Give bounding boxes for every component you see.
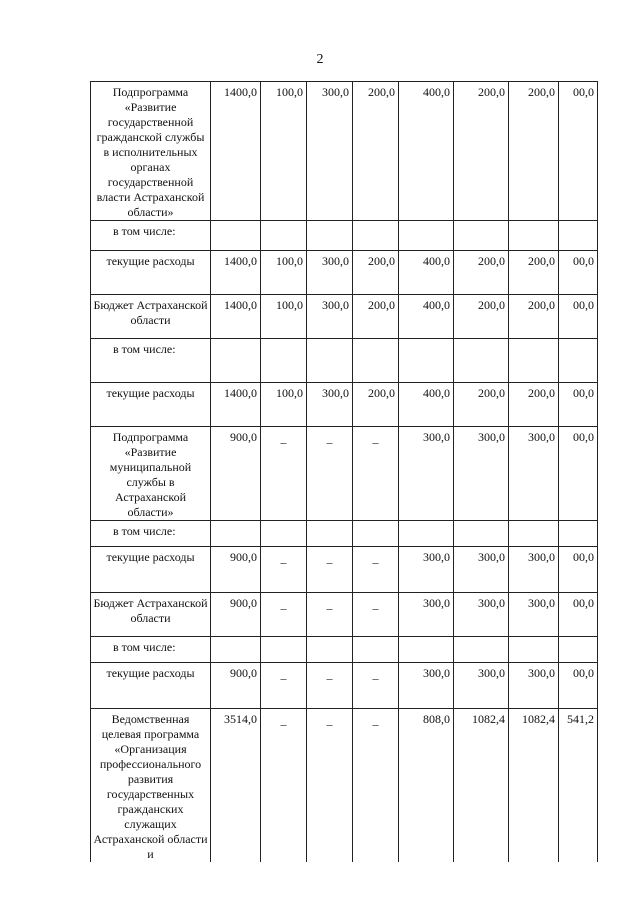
value-cell: 1400,0 [211, 82, 261, 221]
value-cell [454, 637, 509, 663]
value-cell [399, 637, 454, 663]
value-cell: 00,0 [559, 663, 598, 709]
value-cell: 300,0 [509, 427, 559, 521]
value-cell [261, 637, 307, 663]
value-cell: 100,0 [261, 295, 307, 339]
value-cell: – [307, 547, 353, 593]
value-cell: 200,0 [353, 82, 399, 221]
value-cell: 900,0 [211, 593, 261, 637]
value-cell [399, 339, 454, 383]
value-cell: 200,0 [353, 383, 399, 427]
row-label: Бюджет Астраханской области [91, 295, 211, 339]
value-cell: 200,0 [353, 251, 399, 295]
value-cell [211, 637, 261, 663]
value-cell [454, 521, 509, 547]
value-cell: 200,0 [454, 383, 509, 427]
value-cell: 200,0 [509, 383, 559, 427]
value-cell [353, 521, 399, 547]
row-label: в том числе: [91, 521, 211, 547]
value-cell: – [261, 427, 307, 521]
value-cell [559, 637, 598, 663]
value-cell [211, 339, 261, 383]
value-cell: 00,0 [559, 251, 598, 295]
value-cell: – [353, 593, 399, 637]
value-cell: 300,0 [399, 663, 454, 709]
value-cell: 100,0 [261, 383, 307, 427]
value-cell: 300,0 [307, 251, 353, 295]
value-cell: 400,0 [399, 295, 454, 339]
value-cell: – [261, 709, 307, 863]
row-label: текущие расходы [91, 251, 211, 295]
value-cell: 300,0 [307, 82, 353, 221]
value-cell [454, 221, 509, 251]
value-cell [261, 221, 307, 251]
value-cell: – [353, 427, 399, 521]
value-cell: 1082,4 [454, 709, 509, 863]
value-cell [509, 521, 559, 547]
value-cell: 200,0 [454, 251, 509, 295]
value-cell: 00,0 [559, 295, 598, 339]
value-cell: 00,0 [559, 82, 598, 221]
table-row [91, 427, 598, 521]
value-cell [307, 521, 353, 547]
value-cell: 300,0 [454, 547, 509, 593]
value-cell [261, 339, 307, 383]
value-cell: 300,0 [509, 593, 559, 637]
table-row [91, 251, 598, 295]
value-cell: 100,0 [261, 82, 307, 221]
value-cell: 900,0 [211, 663, 261, 709]
value-cell [353, 221, 399, 251]
value-cell: – [307, 427, 353, 521]
value-cell: 808,0 [399, 709, 454, 863]
value-cell [307, 339, 353, 383]
value-cell: 300,0 [307, 295, 353, 339]
value-cell [509, 221, 559, 251]
table-row [91, 663, 598, 709]
value-cell [353, 637, 399, 663]
value-cell: 200,0 [509, 295, 559, 339]
value-cell [399, 521, 454, 547]
value-cell [509, 637, 559, 663]
value-cell: 300,0 [307, 383, 353, 427]
value-cell: 200,0 [353, 295, 399, 339]
value-cell [261, 521, 307, 547]
value-cell: 300,0 [454, 593, 509, 637]
table-row [91, 339, 598, 383]
value-cell: 541,2 [559, 709, 598, 863]
value-cell: 00,0 [559, 593, 598, 637]
value-cell: 300,0 [399, 547, 454, 593]
row-label: текущие расходы [91, 663, 211, 709]
value-cell: 300,0 [509, 663, 559, 709]
value-cell: 900,0 [211, 547, 261, 593]
table-row [91, 547, 598, 593]
table-row [91, 383, 598, 427]
value-cell: 200,0 [454, 82, 509, 221]
row-label: текущие расходы [91, 547, 211, 593]
value-cell [509, 339, 559, 383]
value-cell: 1400,0 [211, 295, 261, 339]
row-label: в том числе: [91, 637, 211, 663]
value-cell [559, 339, 598, 383]
table-row [91, 593, 598, 637]
value-cell: 400,0 [399, 82, 454, 221]
table-row [91, 521, 598, 547]
value-cell: 900,0 [211, 427, 261, 521]
value-cell: 300,0 [454, 663, 509, 709]
value-cell [307, 637, 353, 663]
value-cell: – [307, 593, 353, 637]
value-cell [559, 521, 598, 547]
value-cell: – [261, 593, 307, 637]
budget-table [90, 81, 598, 862]
value-cell: – [261, 663, 307, 709]
row-label: в том числе: [91, 221, 211, 251]
value-cell: 00,0 [559, 427, 598, 521]
row-label: Подпрограмма «Развитие муниципальной службы в Астраханской области» [91, 427, 211, 521]
value-cell [211, 221, 261, 251]
value-cell: 1082,4 [509, 709, 559, 863]
table-row [91, 709, 598, 863]
value-cell [353, 339, 399, 383]
table-row [91, 637, 598, 663]
row-label: Подпрограмма «Развитие государственной гражданской службы в исполнительных органах государственной власти Астраханской области» [91, 82, 211, 221]
value-cell [211, 521, 261, 547]
value-cell [307, 221, 353, 251]
value-cell: – [307, 709, 353, 863]
value-cell: 1400,0 [211, 383, 261, 427]
row-label: Ведомственная целевая программа «Организация профессионального развития государственных гражданских служащих Астраханской области и [91, 709, 211, 863]
value-cell: 1400,0 [211, 251, 261, 295]
value-cell: – [261, 547, 307, 593]
value-cell: 00,0 [559, 383, 598, 427]
value-cell: – [353, 547, 399, 593]
row-label: текущие расходы [91, 383, 211, 427]
value-cell: – [353, 709, 399, 863]
value-cell: 300,0 [454, 427, 509, 521]
value-cell: – [307, 663, 353, 709]
value-cell: 00,0 [559, 547, 598, 593]
value-cell: 200,0 [454, 295, 509, 339]
value-cell: 300,0 [399, 593, 454, 637]
value-cell: 400,0 [399, 383, 454, 427]
value-cell: 200,0 [509, 251, 559, 295]
value-cell: 100,0 [261, 251, 307, 295]
table-row [91, 295, 598, 339]
page-number: 2 [316, 52, 324, 67]
table-row [91, 82, 598, 221]
value-cell: 400,0 [399, 251, 454, 295]
table-row [91, 221, 598, 251]
row-label: Бюджет Астраханской области [91, 593, 211, 637]
value-cell: 200,0 [509, 82, 559, 221]
value-cell: 3514,0 [211, 709, 261, 863]
value-cell [399, 221, 454, 251]
row-label: в том числе: [91, 339, 211, 383]
value-cell: – [353, 663, 399, 709]
value-cell: 300,0 [399, 427, 454, 521]
value-cell [454, 339, 509, 383]
value-cell: 300,0 [509, 547, 559, 593]
value-cell [559, 221, 598, 251]
